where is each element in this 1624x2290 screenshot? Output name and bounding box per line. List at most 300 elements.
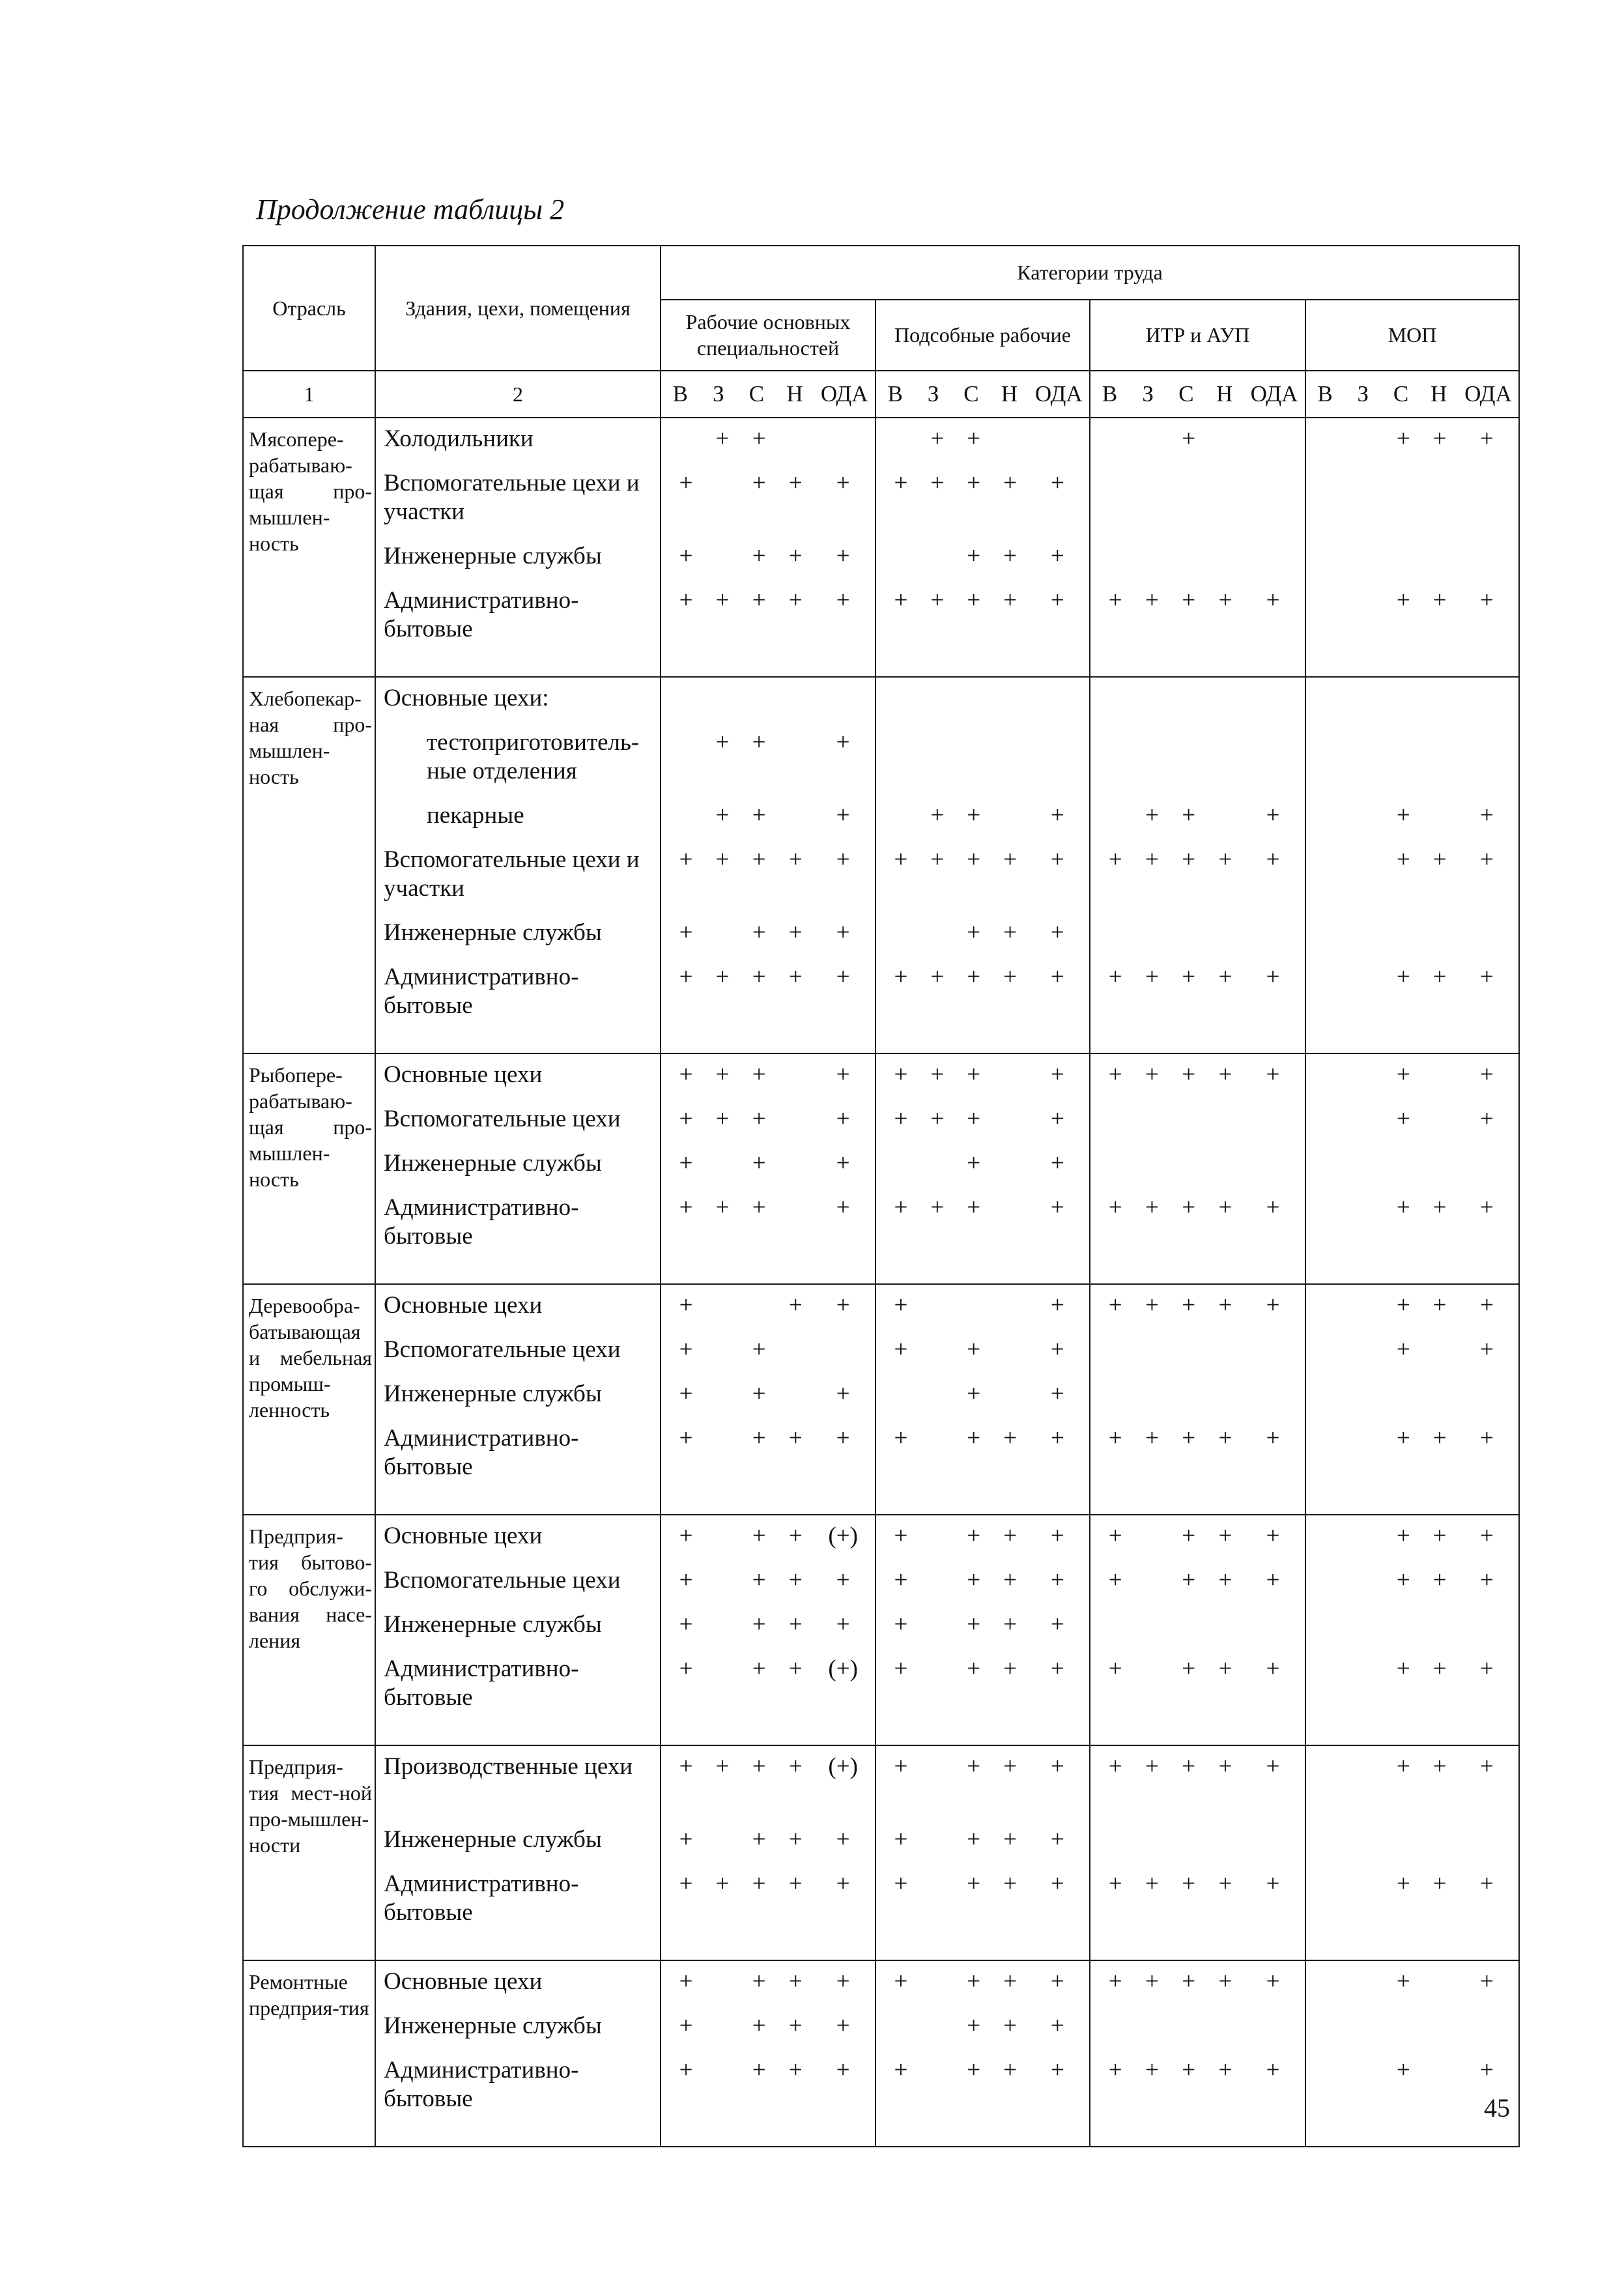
mark: + xyxy=(967,1655,981,1682)
buildings-cell xyxy=(375,677,661,1053)
mark: + xyxy=(1396,846,1410,873)
mark: + xyxy=(894,1061,908,1088)
mark xyxy=(1133,2012,1170,2056)
marks-cell-4 xyxy=(1305,1515,1519,1745)
sub-column-label: С xyxy=(963,381,979,407)
mark xyxy=(1313,963,1349,1036)
mark: + xyxy=(679,919,693,946)
marks-row xyxy=(661,1291,875,1336)
mark: + xyxy=(1396,964,1410,990)
mark xyxy=(1385,1610,1421,1655)
mark xyxy=(1097,1825,1133,1870)
branch-name: Хлебопекар-ная про-мышлен-ность xyxy=(249,687,372,788)
marks-row xyxy=(1090,1870,1305,1943)
mark: + xyxy=(752,1336,766,1363)
mark xyxy=(1313,846,1349,919)
mark: + xyxy=(1480,964,1494,990)
mark: + xyxy=(1396,1870,1410,1897)
mark: + xyxy=(967,1870,981,1897)
mark: + xyxy=(1003,1968,1018,1995)
mark: + xyxy=(967,1336,981,1363)
mark: + xyxy=(894,1292,908,1319)
mark: + xyxy=(1145,964,1159,990)
mark: + xyxy=(1266,846,1280,873)
mark: + xyxy=(836,543,850,569)
mark: + xyxy=(836,1292,850,1319)
mark xyxy=(1421,469,1458,542)
building-name: Административно-бытовые xyxy=(384,964,579,1019)
mark xyxy=(919,1424,956,1497)
mark xyxy=(1349,1825,1386,1870)
marks-row xyxy=(1090,542,1305,586)
mark: + xyxy=(1218,846,1232,873)
marks-cell-2 xyxy=(876,1053,1090,1284)
mark xyxy=(883,2012,919,2056)
sub-column-label: Н xyxy=(1431,381,1447,407)
marks-row xyxy=(661,2056,875,2129)
mark xyxy=(1133,1336,1170,1380)
mark: + xyxy=(1050,1061,1064,1088)
marks-cell-1 xyxy=(661,1515,876,1745)
mark: + xyxy=(1432,1870,1447,1897)
mark: + xyxy=(836,1567,850,1594)
sub-column-label: С xyxy=(1178,381,1194,407)
mark: + xyxy=(967,1425,981,1452)
marks-row xyxy=(1090,919,1305,963)
mark xyxy=(1349,1522,1386,1566)
building-name: тестоприготовитель-ные отделения xyxy=(427,729,640,784)
mark: + xyxy=(1266,1968,1280,1995)
mark xyxy=(1349,846,1386,919)
sub-column-label: З xyxy=(1357,381,1369,407)
mark: + xyxy=(1182,1523,1196,1549)
marks-row xyxy=(876,801,1089,846)
mark: + xyxy=(1432,846,1447,873)
mark: + xyxy=(788,2012,803,2039)
mark: + xyxy=(894,1753,908,1780)
mark: + xyxy=(1050,1753,1064,1780)
mark xyxy=(992,1061,1029,1105)
mark xyxy=(919,1968,956,2012)
marks-row xyxy=(1306,1655,1518,1728)
mark xyxy=(668,425,704,469)
mark xyxy=(919,1149,956,1194)
mark xyxy=(777,1149,814,1194)
mark: + xyxy=(1266,587,1280,614)
branch-name: Ремонтные предприя-тия xyxy=(249,1970,369,2020)
sub-columns xyxy=(1090,371,1305,417)
marks-row xyxy=(1090,425,1305,469)
mark xyxy=(704,1291,741,1336)
marks-row xyxy=(661,1968,875,2012)
mark: + xyxy=(1050,543,1064,569)
mark: + xyxy=(1003,543,1018,569)
mark xyxy=(1244,1149,1302,1194)
mark xyxy=(1029,425,1087,469)
mark: (+) xyxy=(828,1655,858,1682)
mark: + xyxy=(836,1061,850,1088)
marks-row xyxy=(1306,1061,1518,1105)
mark xyxy=(777,728,814,801)
mark xyxy=(777,684,814,728)
mark: + xyxy=(1003,2012,1018,2039)
mark: + xyxy=(788,1870,803,1897)
mark xyxy=(1349,801,1386,846)
marks-row xyxy=(876,1825,1089,1870)
marks-row xyxy=(661,1336,875,1380)
mark xyxy=(1313,801,1349,846)
mark: + xyxy=(894,1194,908,1221)
mark: + xyxy=(967,1753,981,1780)
marks-row xyxy=(1090,846,1305,919)
mark xyxy=(704,1566,741,1610)
mark xyxy=(1385,1825,1421,1870)
mark xyxy=(1458,542,1516,586)
mark xyxy=(704,1380,741,1424)
mark: + xyxy=(1396,802,1410,829)
mark xyxy=(1313,1522,1349,1566)
mark xyxy=(1385,684,1421,728)
marks-row xyxy=(1090,1968,1305,2012)
mark: + xyxy=(752,1567,766,1594)
mark xyxy=(1171,919,1207,963)
mark: + xyxy=(1182,1753,1196,1780)
mark xyxy=(1421,1380,1458,1424)
mark xyxy=(1133,542,1170,586)
mark: + xyxy=(752,1826,766,1853)
mark: + xyxy=(1050,846,1064,873)
mark xyxy=(883,919,919,963)
mark xyxy=(1313,1194,1349,1267)
mark: + xyxy=(836,1425,850,1452)
mark xyxy=(704,1825,741,1870)
mark xyxy=(883,684,919,728)
mark: + xyxy=(1266,1655,1280,1682)
mark: + xyxy=(679,1753,693,1780)
mark xyxy=(919,542,956,586)
marks-cell-1 xyxy=(661,1960,876,2147)
building-name: Вспомогательные цехи и участки xyxy=(384,470,640,525)
mark: + xyxy=(1145,1194,1159,1221)
mark: + xyxy=(1003,964,1018,990)
sub-column-label: С xyxy=(1393,381,1409,407)
mark xyxy=(919,919,956,963)
mark xyxy=(1133,1655,1170,1728)
mark xyxy=(1207,542,1244,586)
mark: + xyxy=(1432,964,1447,990)
mark: + xyxy=(1108,846,1122,873)
mark: + xyxy=(788,846,803,873)
mark: + xyxy=(967,587,981,614)
mark xyxy=(1313,542,1349,586)
mark xyxy=(777,801,814,846)
marks-row xyxy=(1306,1968,1518,2012)
marks-cell-4 xyxy=(1305,1745,1519,1960)
mark xyxy=(1313,1610,1349,1655)
mark: + xyxy=(894,1870,908,1897)
mark xyxy=(777,1194,814,1267)
mark xyxy=(1349,684,1386,728)
mark: + xyxy=(752,1061,766,1088)
mark xyxy=(1207,1336,1244,1380)
mark xyxy=(1421,684,1458,728)
mark xyxy=(919,728,956,801)
mark xyxy=(1171,728,1207,801)
marks-row xyxy=(1306,469,1518,542)
mark xyxy=(1133,684,1170,728)
mark: + xyxy=(967,1150,981,1177)
mark xyxy=(1097,1105,1133,1149)
mark xyxy=(1349,1194,1386,1267)
mark: + xyxy=(752,802,766,829)
mark: + xyxy=(1050,919,1064,946)
mark xyxy=(1313,1968,1349,2012)
mark: + xyxy=(930,846,945,873)
mark xyxy=(883,425,919,469)
mark xyxy=(1313,1424,1349,1497)
mark xyxy=(1244,919,1302,963)
mark: + xyxy=(1396,1194,1410,1221)
mark xyxy=(919,1336,956,1380)
mark: + xyxy=(1182,1425,1196,1452)
branch-cell xyxy=(243,418,375,677)
mark xyxy=(1458,919,1516,963)
marks-row xyxy=(876,2012,1089,2056)
mark: + xyxy=(1266,1061,1280,1088)
mark: + xyxy=(679,1061,693,1088)
mark: + xyxy=(1480,1336,1494,1363)
marks-row xyxy=(1306,728,1518,801)
building-name: Административно-бытовые xyxy=(384,2057,579,2112)
mark: + xyxy=(930,802,945,829)
marks-row xyxy=(661,1566,875,1610)
marks-row xyxy=(1090,1105,1305,1149)
mark xyxy=(992,425,1029,469)
table-caption: Продолжение таблицы 2 xyxy=(256,193,565,225)
mark: + xyxy=(752,1611,766,1638)
mark xyxy=(1458,1380,1516,1424)
branch-cell xyxy=(243,1515,375,1745)
marks-row xyxy=(876,684,1089,728)
marks-cell-1 xyxy=(661,1053,876,1284)
mark xyxy=(1097,469,1133,542)
mark xyxy=(777,1105,814,1149)
mark: + xyxy=(788,2057,803,2083)
header-row-3 xyxy=(243,371,1519,418)
mark: + xyxy=(1218,1753,1232,1780)
marks-row xyxy=(1306,586,1518,659)
mark xyxy=(919,1566,956,1610)
mark xyxy=(1207,728,1244,801)
mark: + xyxy=(1432,1655,1447,1682)
marks-row xyxy=(661,1753,875,1825)
mark: + xyxy=(894,1567,908,1594)
mark xyxy=(883,801,919,846)
mark: + xyxy=(1266,1567,1280,1594)
mark xyxy=(1171,2012,1207,2056)
marks-row xyxy=(1090,1610,1305,1655)
mark: + xyxy=(1396,1106,1410,1132)
mark: + xyxy=(1108,1655,1122,1682)
marks-cell-1 xyxy=(661,1284,876,1515)
mark xyxy=(1313,1291,1349,1336)
mark: + xyxy=(679,846,693,873)
mark: + xyxy=(836,729,850,756)
marks-cell-3 xyxy=(1090,1053,1305,1284)
marks-cell-3 xyxy=(1090,418,1305,677)
mark xyxy=(992,1194,1029,1267)
mark: + xyxy=(1266,1523,1280,1549)
mark xyxy=(1385,542,1421,586)
mark: + xyxy=(1182,587,1196,614)
branch-name: Предприя-тия мест-ной про-мышлен-ности xyxy=(249,1755,372,1857)
mark: + xyxy=(1108,1753,1122,1780)
building-name: Основные цехи xyxy=(384,1523,543,1549)
mark: + xyxy=(930,587,945,614)
mark: + xyxy=(1182,1655,1196,1682)
marks-row xyxy=(876,1968,1089,2012)
sub-columns-group-1 xyxy=(661,371,876,418)
mark xyxy=(1349,2056,1386,2129)
page-number: 45 xyxy=(1484,2093,1510,2123)
mark: + xyxy=(1108,964,1122,990)
mark xyxy=(992,1336,1029,1380)
mark xyxy=(919,1522,956,1566)
mark: + xyxy=(1145,846,1159,873)
mark xyxy=(1421,1336,1458,1380)
marks-row xyxy=(661,469,875,542)
mark: + xyxy=(1050,1425,1064,1452)
mark: + xyxy=(679,1611,693,1638)
mark xyxy=(1097,1610,1133,1655)
mark xyxy=(1171,1825,1207,1870)
mark xyxy=(1207,1825,1244,1870)
mark xyxy=(1349,542,1386,586)
marks-row xyxy=(1090,963,1305,1036)
building-name: Инженерные службы xyxy=(384,1150,602,1177)
mark: + xyxy=(1480,1106,1494,1132)
mark xyxy=(1171,1610,1207,1655)
mark: + xyxy=(679,1870,693,1897)
mark: + xyxy=(715,1753,730,1780)
marks-row xyxy=(876,542,1089,586)
mark xyxy=(1133,1522,1170,1566)
marks-row xyxy=(661,1522,875,1566)
marks-row xyxy=(661,2012,875,2056)
mark xyxy=(1171,1336,1207,1380)
mark: + xyxy=(715,1870,730,1897)
mark xyxy=(1133,1825,1170,1870)
marks-row xyxy=(876,1149,1089,1194)
mark: + xyxy=(894,2057,908,2083)
mark: + xyxy=(715,1106,730,1132)
mark: + xyxy=(1218,1061,1232,1088)
marks-row xyxy=(1090,1566,1305,1610)
mark xyxy=(1244,1610,1302,1655)
mark: + xyxy=(894,1968,908,1995)
mark: + xyxy=(967,1611,981,1638)
mark: + xyxy=(1003,1523,1018,1549)
mark xyxy=(1244,1336,1302,1380)
marks-row xyxy=(1306,1825,1518,1870)
mark: + xyxy=(788,470,803,496)
mark: + xyxy=(1108,1425,1122,1452)
mark: + xyxy=(1108,587,1122,614)
mark: + xyxy=(788,587,803,614)
mark: + xyxy=(788,1753,803,1780)
marks-row xyxy=(661,1149,875,1194)
mark: + xyxy=(679,543,693,569)
marks-row xyxy=(876,2056,1089,2129)
building-name: Основные цехи xyxy=(384,1292,543,1319)
mark: + xyxy=(1218,1655,1232,1682)
marks-row xyxy=(661,1424,875,1497)
marks-row xyxy=(1306,1380,1518,1424)
mark xyxy=(1097,684,1133,728)
mark xyxy=(1313,586,1349,659)
marks-row xyxy=(1090,684,1305,728)
mark xyxy=(1421,919,1458,963)
marks-row xyxy=(1090,586,1305,659)
marks-row xyxy=(1306,1105,1518,1149)
marks-row xyxy=(1306,542,1518,586)
marks-row xyxy=(1306,2012,1518,2056)
mark: + xyxy=(1050,1611,1064,1638)
mark: + xyxy=(894,1106,908,1132)
marks-row xyxy=(876,728,1089,801)
mark: + xyxy=(1396,425,1410,452)
marks-row xyxy=(876,1291,1089,1336)
mark xyxy=(1244,684,1302,728)
marks-cell-2 xyxy=(876,1745,1090,1960)
mark: + xyxy=(1182,1292,1196,1319)
mark: + xyxy=(1003,470,1018,496)
marks-row xyxy=(876,469,1089,542)
mark: + xyxy=(1145,802,1159,829)
mark: (+) xyxy=(828,1753,858,1780)
building-name: Административно-бытовые xyxy=(384,1870,579,1926)
mark: + xyxy=(1480,1753,1494,1780)
mark: + xyxy=(836,470,850,496)
section-row xyxy=(243,1960,1519,2147)
mark: + xyxy=(715,1061,730,1088)
mark: + xyxy=(1480,802,1494,829)
mark xyxy=(1207,801,1244,846)
marks-cell-1 xyxy=(661,418,876,677)
marks-row xyxy=(876,1194,1089,1267)
mark: + xyxy=(894,1826,908,1853)
mark: + xyxy=(752,2057,766,2083)
table-body xyxy=(243,246,1519,2147)
marks-cell-4 xyxy=(1305,1284,1519,1515)
mark: + xyxy=(715,729,730,756)
mark: + xyxy=(679,1150,693,1177)
mark: + xyxy=(1480,1061,1494,1088)
mark xyxy=(1171,684,1207,728)
mark xyxy=(1385,919,1421,963)
mark xyxy=(992,1105,1029,1149)
sub-columns-group-2 xyxy=(876,371,1090,418)
marks-row xyxy=(876,1336,1089,1380)
mark: + xyxy=(1108,1567,1122,1594)
mark: + xyxy=(1182,2057,1196,2083)
mark xyxy=(883,542,919,586)
mark: + xyxy=(1050,470,1064,496)
marks-cell-2 xyxy=(876,677,1090,1053)
mark: + xyxy=(967,1194,981,1221)
sub-column-label: С xyxy=(748,381,765,407)
sub-columns xyxy=(661,371,875,417)
